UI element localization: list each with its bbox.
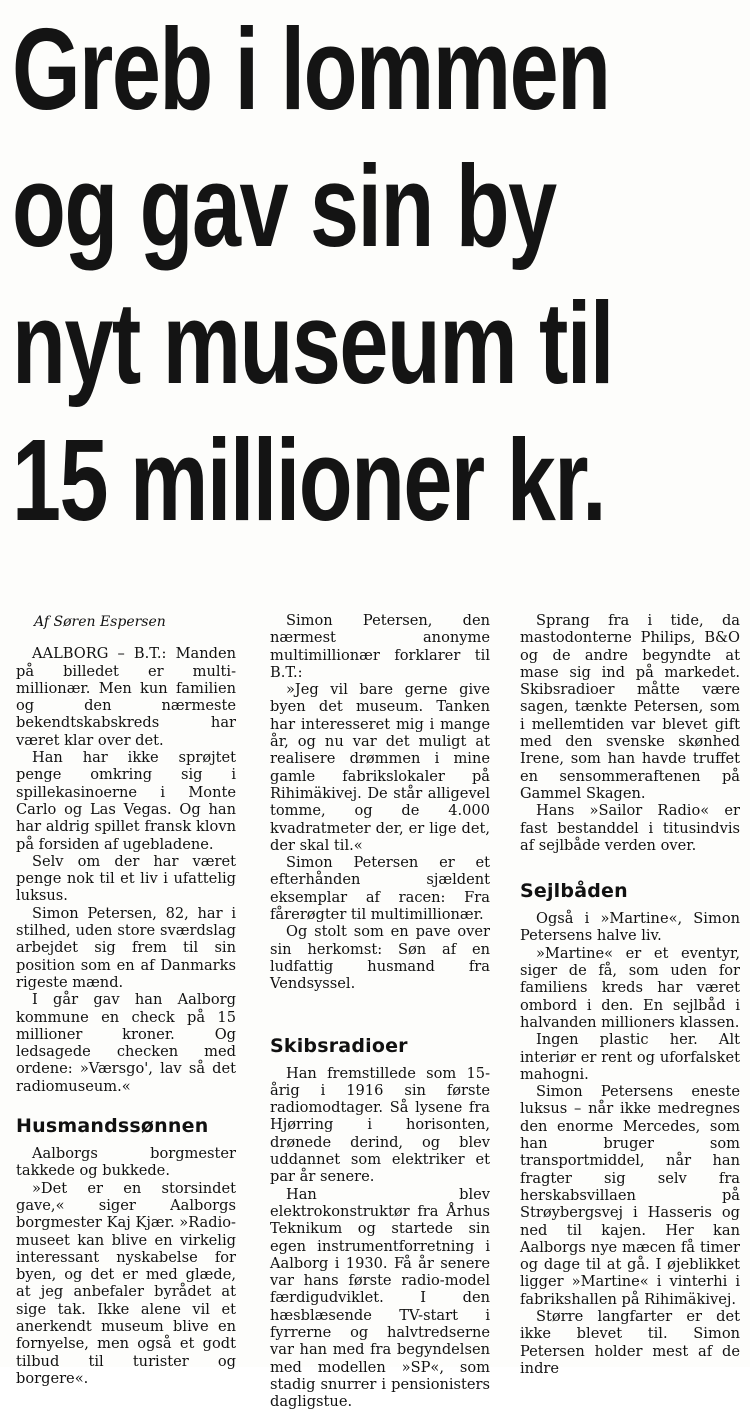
paragraph: Simon Petersen, den nærmest anonyme multimillionær forklarer til B.T.: xyxy=(270,612,490,681)
subheading: Sejlbåden xyxy=(520,880,628,903)
paragraph: AALBORG – B.T.: Manden på billedet er multi-millionær. Men kun familien og den nærmeste bekendtskabskreds har været klar over det. xyxy=(16,645,236,749)
paragraph: Ingen plastic her. Alt interiør er rent og uforfalsket mahogni. xyxy=(520,1031,740,1083)
paragraph: Simon Petersen, 82, har i stilhed, uden store sværdslag arbejdet sig frem til sin position som en af Danmarks rigeste mænd. xyxy=(16,904,236,991)
paragraph: I går gav han Aalborg kommune en check på 15 millioner kroner. Og ledsagede checken med ordene: »Værsgo', lav så det radiomuseum.« xyxy=(16,991,236,1095)
headline-line: 15 millioner kr. xyxy=(12,415,606,545)
paragraph: Selv om der har været penge nok til et liv i ufattelig luksus. xyxy=(16,852,236,905)
paragraph: Simon Petersen er et efterhånden sjældent eksemplar af racen: Fra fårerøgter til multimillionær. xyxy=(270,854,490,924)
paragraph: Sprang fra i tide, da mastodonterne Philips, B&O og de andre begyndte at mase sig ind på markedet. Skibsradioer måtte være sagen, tænkte Petersen, som i mellemtiden var blevet gift med den svenske skønhed Irene, som han havde truffet en sensommeraftenen på Gammel Skagen. xyxy=(520,612,740,802)
headline xyxy=(12,0,613,556)
subheading: Skibsradioer xyxy=(270,1034,408,1057)
paragraph: »Det er en storsindet gave,« siger Aalborgs borgmester Kaj Kjær. »Radio-museet kan blive en virkelig interessant nyskabelse for byen, og det er med glæde, at jeg anbefaler byrådet at sige tak. Ikke alene vil et anerkendt museum blive en fornyelse, men også et godt tilbud til turister og borgere«. xyxy=(16,1179,236,1387)
byline: Af Søren Espersen xyxy=(34,614,166,630)
article-column-1 xyxy=(16,612,236,1387)
paragraph: Større langfarter er det ikke blevet til. Simon Petersen holder mest af de indre xyxy=(520,1307,740,1377)
paragraph: Han blev elektrokonstruktør fra Århus Teknikum og startede sin egen instrumentforretning i Aalborg i 1930. Få år senere var hans første radio-model færdigudviklet. I den hæsblæsende TV-start i fyrrerne og halvtredserne var han med fra begyndelsen med modellen »SP«, som stadig snurrer i pensionisters dagligstue. xyxy=(270,1185,490,1410)
paragraph: Og stolt som en pave over sin herkomst: Søn af en ludfattig husmand fra Vendsyssel. xyxy=(270,923,490,993)
paragraph: Aalborgs borgmester takkede og bukkede. xyxy=(16,1145,236,1180)
article-column-2 xyxy=(270,612,490,1410)
paragraph: Hans »Sailor Radio« er fast bestanddel i titusindvis af sejlbåde verden over. xyxy=(520,802,740,854)
paragraph: »Martine« er et eventyr, siger de få, som uden for familiens kreds har været ombord i den. En sejlbåd i halvanden millioners klassen. xyxy=(520,944,740,1031)
paragraph: »Jeg vil bare gerne give byen det museum. Tanken har interesseret mig i mange år, og nu var det muligt at realisere drømmen i mine gamle fabrikslokaler på Rihimäkivej. De står alligevel tomme, og de 4.000 kvadratmeter der, er lige det, der skal til.« xyxy=(270,681,490,854)
headline-line: og gav sin by xyxy=(12,141,556,271)
paragraph: Simon Petersens eneste luksus – når ikke medregnes den enorme Mercedes, som han bruger som transportmiddel, når han fragter sig selv fra herskabsvillaen på Strøybergsvej i Hasseris og ned til kajen. Her kan Aalborgs nye mæcen få timer og dage til at gå. I øjeblikket ligger »Martine« i vinterhi i fabrikshallen på Rihimäkivej. xyxy=(520,1083,740,1308)
paragraph: Han fremstillede som 15-årig i 1916 sin første radiomodtager. Så lysene fra Hjørring i horisonten, drønede derind, og blev uddannet som elektriker et par år senere. xyxy=(270,1064,490,1186)
paragraph: Han har ikke sprøjtet penge omkring sig i spillekasinoerne i Monte Carlo og Las Vegas. Og han har aldrig spillet fransk klovn på forsiden af ugebladene. xyxy=(16,749,236,853)
subheading: Husmandssønnen xyxy=(16,1115,209,1138)
paragraph: Også i »Martine«, Simon Petersens halve liv. xyxy=(520,910,740,945)
headline-line: nyt museum til xyxy=(12,278,613,408)
headline-line: Greb i lommen xyxy=(12,4,610,134)
article-column-3 xyxy=(520,612,740,1377)
